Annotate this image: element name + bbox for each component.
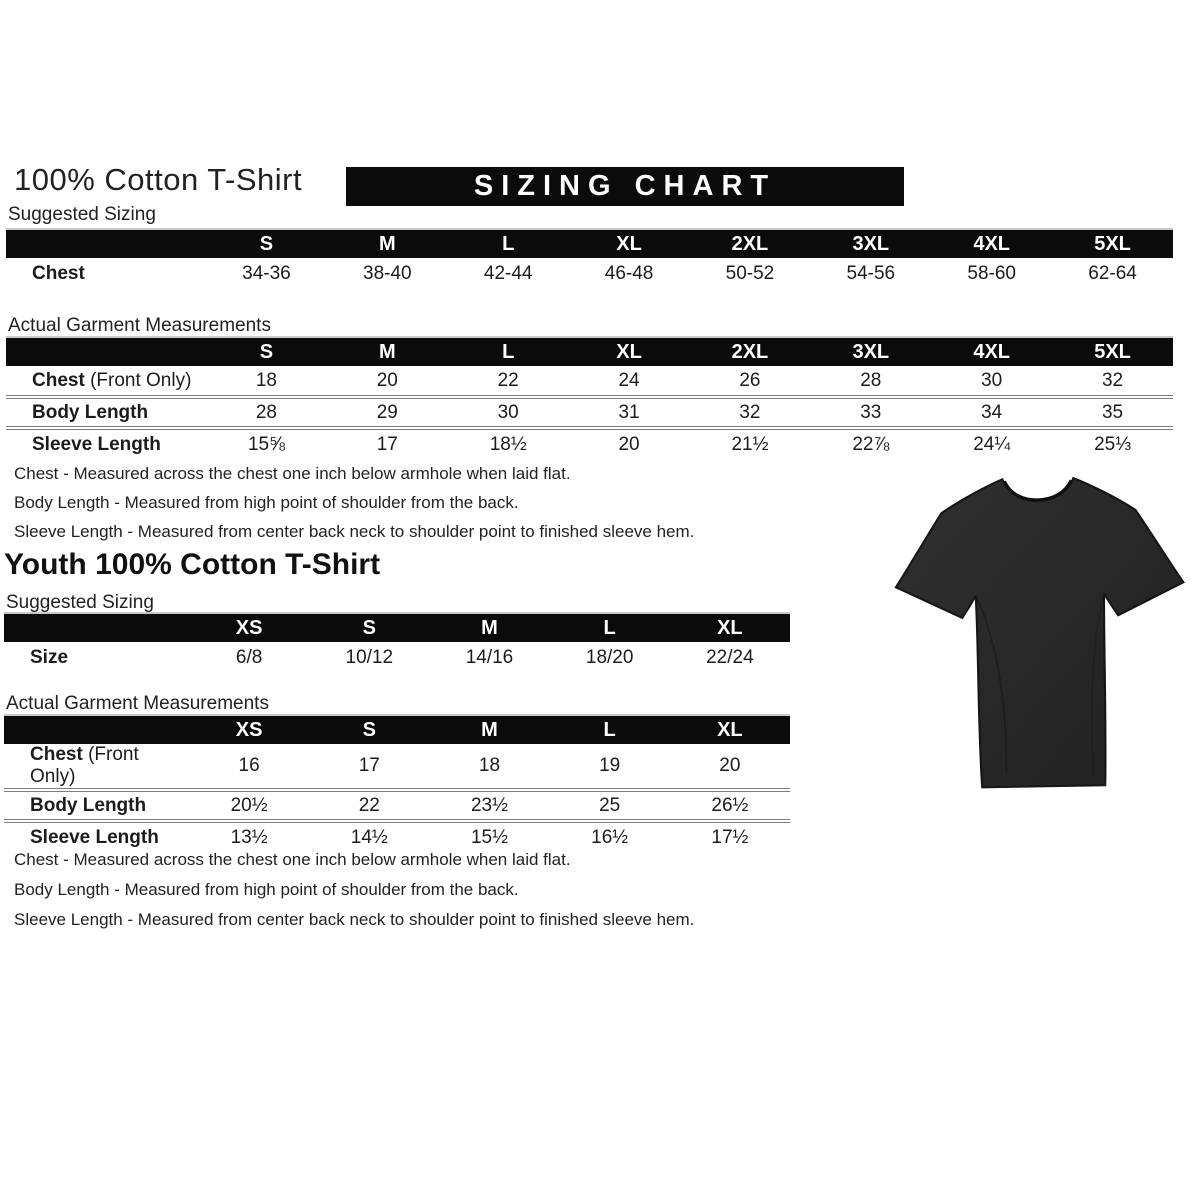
- size-header-row: [6, 229, 1173, 258]
- measurement-value: 50-52: [725, 262, 775, 284]
- size-column-header: XL: [616, 232, 642, 255]
- youth-actual-measurements-label: Actual Garment Measurements: [6, 693, 269, 714]
- measurement-value: 19: [599, 755, 621, 776]
- measurement-value: 22: [358, 794, 380, 816]
- size-header-row: [4, 715, 790, 744]
- size-column-header: 2XL: [731, 232, 769, 255]
- header-label-spacer: [6, 337, 206, 366]
- measurement-value: 22: [497, 369, 519, 391]
- youth-section-title: Youth 100% Cotton T-Shirt: [4, 548, 381, 581]
- size-header-row: [6, 337, 1173, 366]
- measurement-value: 24: [618, 369, 640, 391]
- youth-measurement-notes: [14, 845, 694, 935]
- youth-garment-measurements-table: [4, 714, 790, 852]
- measurement-value: 29: [376, 401, 398, 423]
- size-column-header: XS: [235, 718, 263, 741]
- row-label: Chest: [32, 262, 85, 284]
- measurement-note: Chest - Measured across the chest one inch below armhole when laid flat.: [14, 850, 571, 869]
- size-column-header: 3XL: [852, 340, 890, 363]
- adult-actual-measurements-label: Actual Garment Measurements: [8, 315, 271, 336]
- measurement-value: 54-56: [846, 262, 896, 284]
- size-column-header: L: [603, 718, 616, 741]
- measurement-value: 26½: [711, 794, 749, 816]
- size-column-header: L: [502, 340, 515, 363]
- youth-suggested-sizing-label: Suggested Sizing: [6, 592, 154, 613]
- measurement-value: 26: [739, 369, 761, 391]
- measurement-value: 32: [739, 401, 761, 423]
- measurement-value: 18½: [489, 433, 527, 455]
- measurement-value: 17: [376, 433, 398, 455]
- size-column-header: 4XL: [973, 232, 1011, 255]
- size-column-header: M: [481, 616, 498, 639]
- page-title: 100% Cotton T-Shirt: [14, 162, 303, 197]
- header-label-spacer: [4, 613, 189, 642]
- size-column-header: 5XL: [1094, 340, 1131, 363]
- size-column-header: S: [259, 340, 274, 363]
- measurement-value: 38-40: [363, 262, 412, 284]
- measurement-note: Sleeve Length - Measured from center back neck to shoulder point to finished sleeve hem.: [14, 522, 695, 541]
- measurement-value: 14/16: [465, 646, 514, 668]
- measurement-value: 30: [981, 369, 1003, 391]
- measurement-row: [6, 397, 1173, 428]
- size-column-header: XL: [616, 340, 642, 363]
- measurement-value: 42-44: [483, 262, 533, 284]
- black-tshirt-image: [878, 466, 1198, 816]
- measurement-value: 33: [860, 401, 882, 423]
- size-column-header: S: [362, 718, 376, 741]
- measurement-value: 24¼: [973, 433, 1011, 455]
- size-column-header: M: [481, 718, 498, 741]
- measurement-value: 20: [376, 369, 398, 391]
- sizing-chart-banner: SIZING CHART: [346, 167, 904, 206]
- measurement-value: 58-60: [967, 262, 1016, 284]
- measurement-value: 25: [599, 794, 621, 816]
- measurement-row: [4, 744, 790, 790]
- tshirt-silhouette: [878, 466, 1198, 816]
- measurement-value: 18: [478, 755, 501, 776]
- measurement-value: 15⅝: [247, 433, 285, 455]
- size-column-header: 4XL: [973, 340, 1011, 363]
- measurement-row: [4, 790, 790, 821]
- youth-suggested-sizing-table: [4, 612, 790, 673]
- size-column-header: XL: [717, 616, 743, 639]
- row-label: Size: [30, 646, 69, 668]
- size-header-row: [4, 613, 790, 642]
- measurement-value: 34: [981, 401, 1003, 423]
- header-label-spacer: [6, 229, 206, 258]
- measurement-value: 22⅞: [852, 433, 890, 455]
- size-column-header: S: [362, 616, 376, 639]
- measurement-row: [4, 642, 790, 673]
- measurement-value: 31: [618, 401, 640, 423]
- measurement-row: [6, 428, 1173, 459]
- measurement-value: 18/20: [585, 646, 634, 668]
- measurement-note: Body Length - Measured from high point of shoulder from the back.: [14, 493, 519, 512]
- measurement-row: [6, 366, 1173, 397]
- measurement-value: 23½: [470, 794, 508, 816]
- row-label: Body Length: [32, 401, 149, 423]
- measurement-value: 6/8: [235, 646, 263, 668]
- size-column-header: L: [603, 616, 616, 639]
- measurement-value: 16½: [591, 826, 629, 848]
- size-column-header: L: [502, 232, 515, 255]
- measurement-value: 62-64: [1088, 262, 1137, 284]
- size-column-header: 3XL: [852, 232, 890, 255]
- measurement-value: 20: [618, 433, 640, 455]
- measurement-value: 16: [238, 755, 260, 776]
- measurement-value: 17½: [711, 826, 749, 848]
- measurement-value: 32: [1101, 369, 1124, 391]
- measurement-value: 10/12: [345, 646, 394, 668]
- measurement-row: [6, 258, 1173, 289]
- measurement-value: 34-36: [242, 262, 291, 284]
- row-label: Chest (Front Only): [30, 744, 139, 787]
- size-column-header: M: [378, 232, 396, 255]
- adult-measurement-notes: [14, 459, 694, 546]
- measurement-value: 35: [1101, 401, 1124, 423]
- row-label: Sleeve Length: [30, 826, 159, 848]
- measurement-note: Sleeve Length - Measured from center back neck to shoulder point to finished sleeve hem.: [14, 910, 695, 929]
- measurement-value: 17: [358, 755, 380, 776]
- measurement-value: 30: [497, 401, 519, 423]
- measurement-value: 18: [255, 369, 277, 391]
- measurement-value: 46-48: [604, 262, 654, 284]
- row-label: Sleeve Length: [32, 433, 161, 455]
- measurement-value: 25⅓: [1094, 433, 1132, 455]
- measurement-note: Chest - Measured across the chest one inch below armhole when laid flat.: [14, 464, 571, 483]
- measurement-value: 20: [719, 755, 741, 776]
- adult-suggested-sizing-table: [6, 228, 1173, 289]
- measurement-value: 15½: [470, 826, 508, 848]
- size-column-header: S: [259, 232, 274, 255]
- adult-suggested-sizing-label: Suggested Sizing: [8, 204, 156, 225]
- row-label: Chest (Front Only): [32, 369, 192, 391]
- header-label-spacer: [4, 715, 189, 744]
- measurement-value: 28: [255, 401, 277, 423]
- measurement-value: 21½: [731, 433, 769, 455]
- adult-garment-measurements-table: [6, 336, 1173, 459]
- size-column-header: 2XL: [731, 340, 769, 363]
- measurement-value: 14½: [350, 826, 388, 848]
- measurement-note: Body Length - Measured from high point of shoulder from the back.: [14, 880, 519, 899]
- measurement-value: 20½: [230, 794, 268, 816]
- size-column-header: M: [378, 340, 396, 363]
- size-column-header: 5XL: [1094, 232, 1131, 255]
- size-column-header: XL: [717, 718, 743, 741]
- measurement-value: 22/24: [706, 646, 754, 668]
- size-column-header: XS: [235, 616, 263, 639]
- measurement-value: 28: [860, 369, 882, 391]
- row-label: Body Length: [30, 794, 147, 816]
- measurement-value: 13½: [230, 826, 268, 848]
